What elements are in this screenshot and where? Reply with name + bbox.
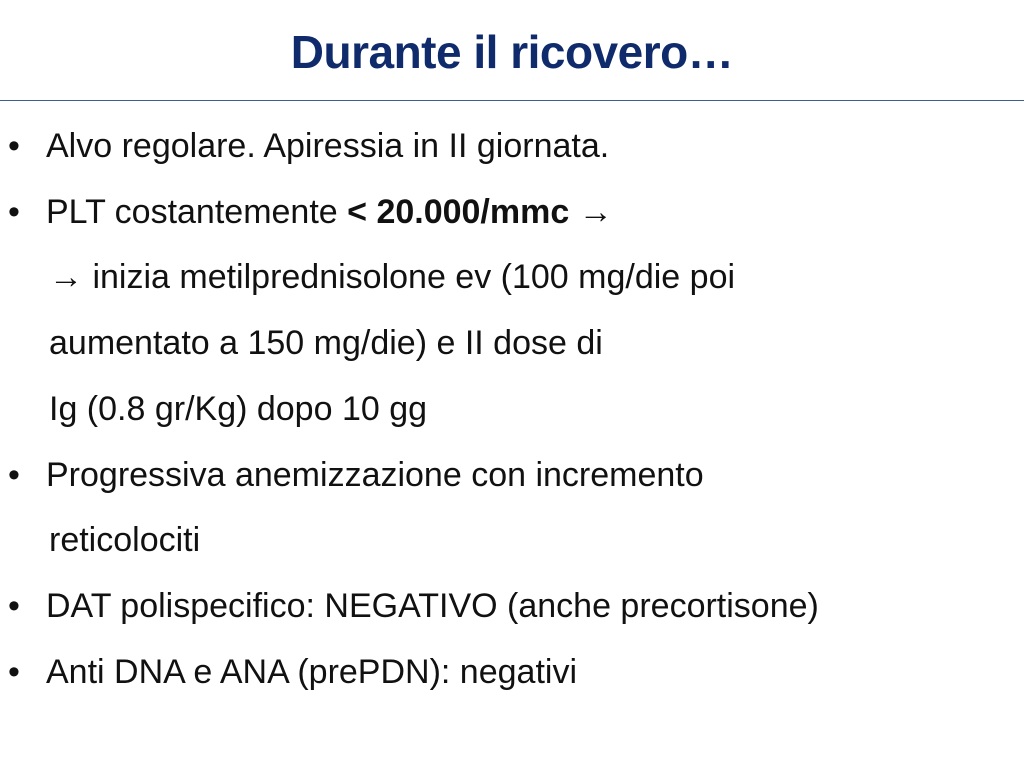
bullet-text: Ig (0.8 gr/Kg) dopo 10 gg <box>49 390 428 428</box>
bullet-text: Anti DNA e ANA (prePDN): negativi <box>46 653 578 691</box>
right-arrow-icon: → <box>49 258 83 296</box>
bullet-text: Progressiva anemizzazione con incremento <box>46 456 704 494</box>
bullet-marker: • <box>8 587 20 625</box>
bullet-text: reticolociti <box>49 521 201 559</box>
bullet-text <box>49 257 735 297</box>
title-divider <box>0 100 1024 101</box>
slide-title: Durante il ricovero… <box>290 26 734 78</box>
bullet-marker: • <box>8 193 20 231</box>
bullet-marker: • <box>8 456 20 494</box>
bullet-text-plain: inizia metilprednisolone ev (100 mg/die poi <box>83 258 736 296</box>
bullet-marker: • <box>8 127 20 165</box>
bullet-text <box>46 192 613 232</box>
bullet-marker: • <box>8 653 20 691</box>
bullet-text-plain: PLT costantemente <box>46 193 348 231</box>
right-arrow-icon: → <box>578 193 613 231</box>
bullet-text: DAT polispecifico: NEGATIVO (anche precortisone) <box>46 587 819 625</box>
bullet-text-bold: < 20.000/mmc <box>347 193 570 231</box>
bullet-text: aumentato a 150 mg/die) e II dose di <box>49 324 603 362</box>
bullet-text: Alvo regolare. Apiressia in II giornata. <box>46 127 610 165</box>
